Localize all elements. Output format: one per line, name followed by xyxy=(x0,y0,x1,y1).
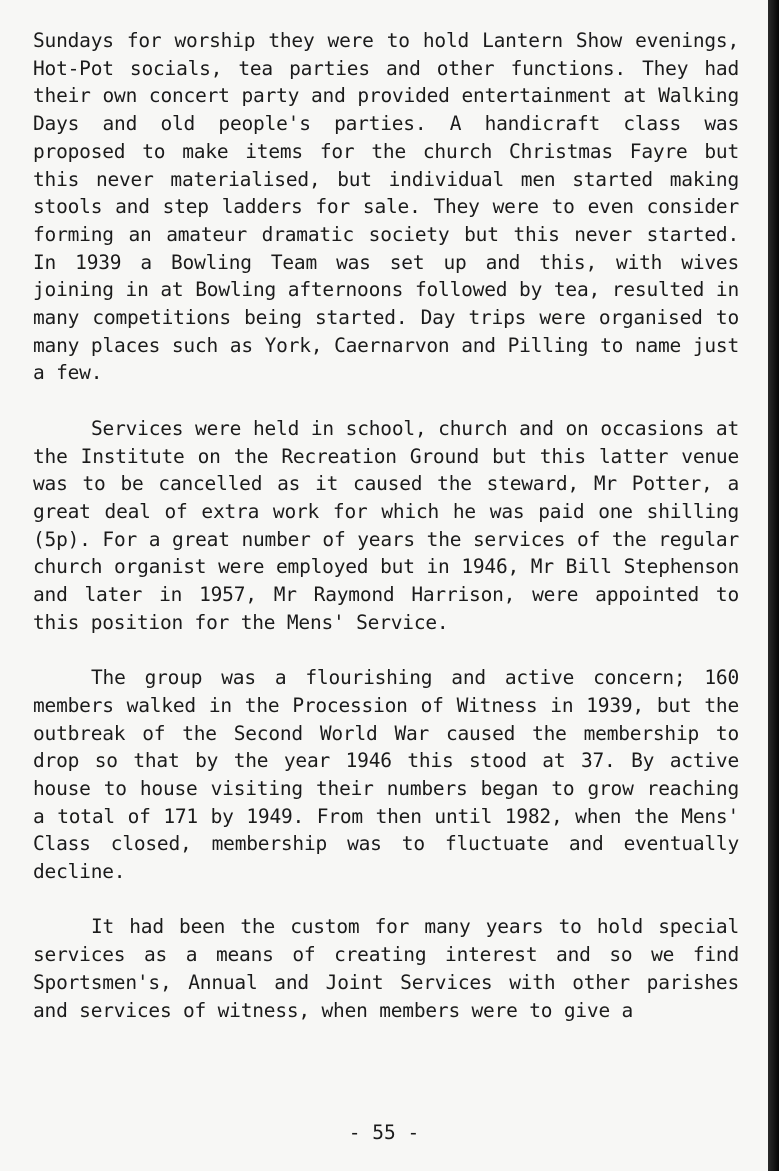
paragraph-1: Sundays for worship they were to hold Lantern Show evenings, Hot-Pot socials, tea parties and other functions. They had their own concert party and provided entertainment at Walking Days and old people's parties. A handicraft class was proposed to make items for the church Christmas Fayre but this never materialised, but individual men started making stools and step ladders for sale. They were to even consider forming an amateur dramatic society but this never started. In 1939 a Bowling Team was set up and this, with wives joining in at Bowling afternoons followed by tea, resulted in many competitions being started. Day trips were organised to many places such as York, Caernarvon and Pilling to name just a few. xyxy=(33,29,739,385)
page-number: - 55 - xyxy=(348,1121,420,1144)
paragraph-3: The group was a flourishing and active concern; 160 members walked in the Procession of Witness in 1939, but the outbreak of the Second World War caused the membership to drop so that by the year 1946 this stood at 37. By active house to house visiting their numbers began to grow reaching a total of 171 by 1949. From then until 1982, when the Mens' Class closed, membership was to fluctuate and eventually decline. xyxy=(33,666,739,884)
paragraph-4: It had been the custom for many years to hold special services as a means of creating interest and so we find Sportsmen's, Annual and Joint Services with other parishes and services of witness, when members were to give a xyxy=(33,915,739,1022)
body-text xyxy=(33,27,739,1052)
page-edge-shadow xyxy=(768,0,779,1171)
paragraph-2: Services were held in school, church and on occasions at the Institute on the Recreation Ground but this latter venue was to be cancelled as it caused the steward, Mr Potter, a great deal of extra work for which he was paid one shilling (5p). For a great number of years the services of the regular church organist were employed but in 1946, Mr Bill Stephenson and later in 1957, Mr Raymond Harrison, were appointed to this position for the Mens' Service. xyxy=(33,416,739,634)
